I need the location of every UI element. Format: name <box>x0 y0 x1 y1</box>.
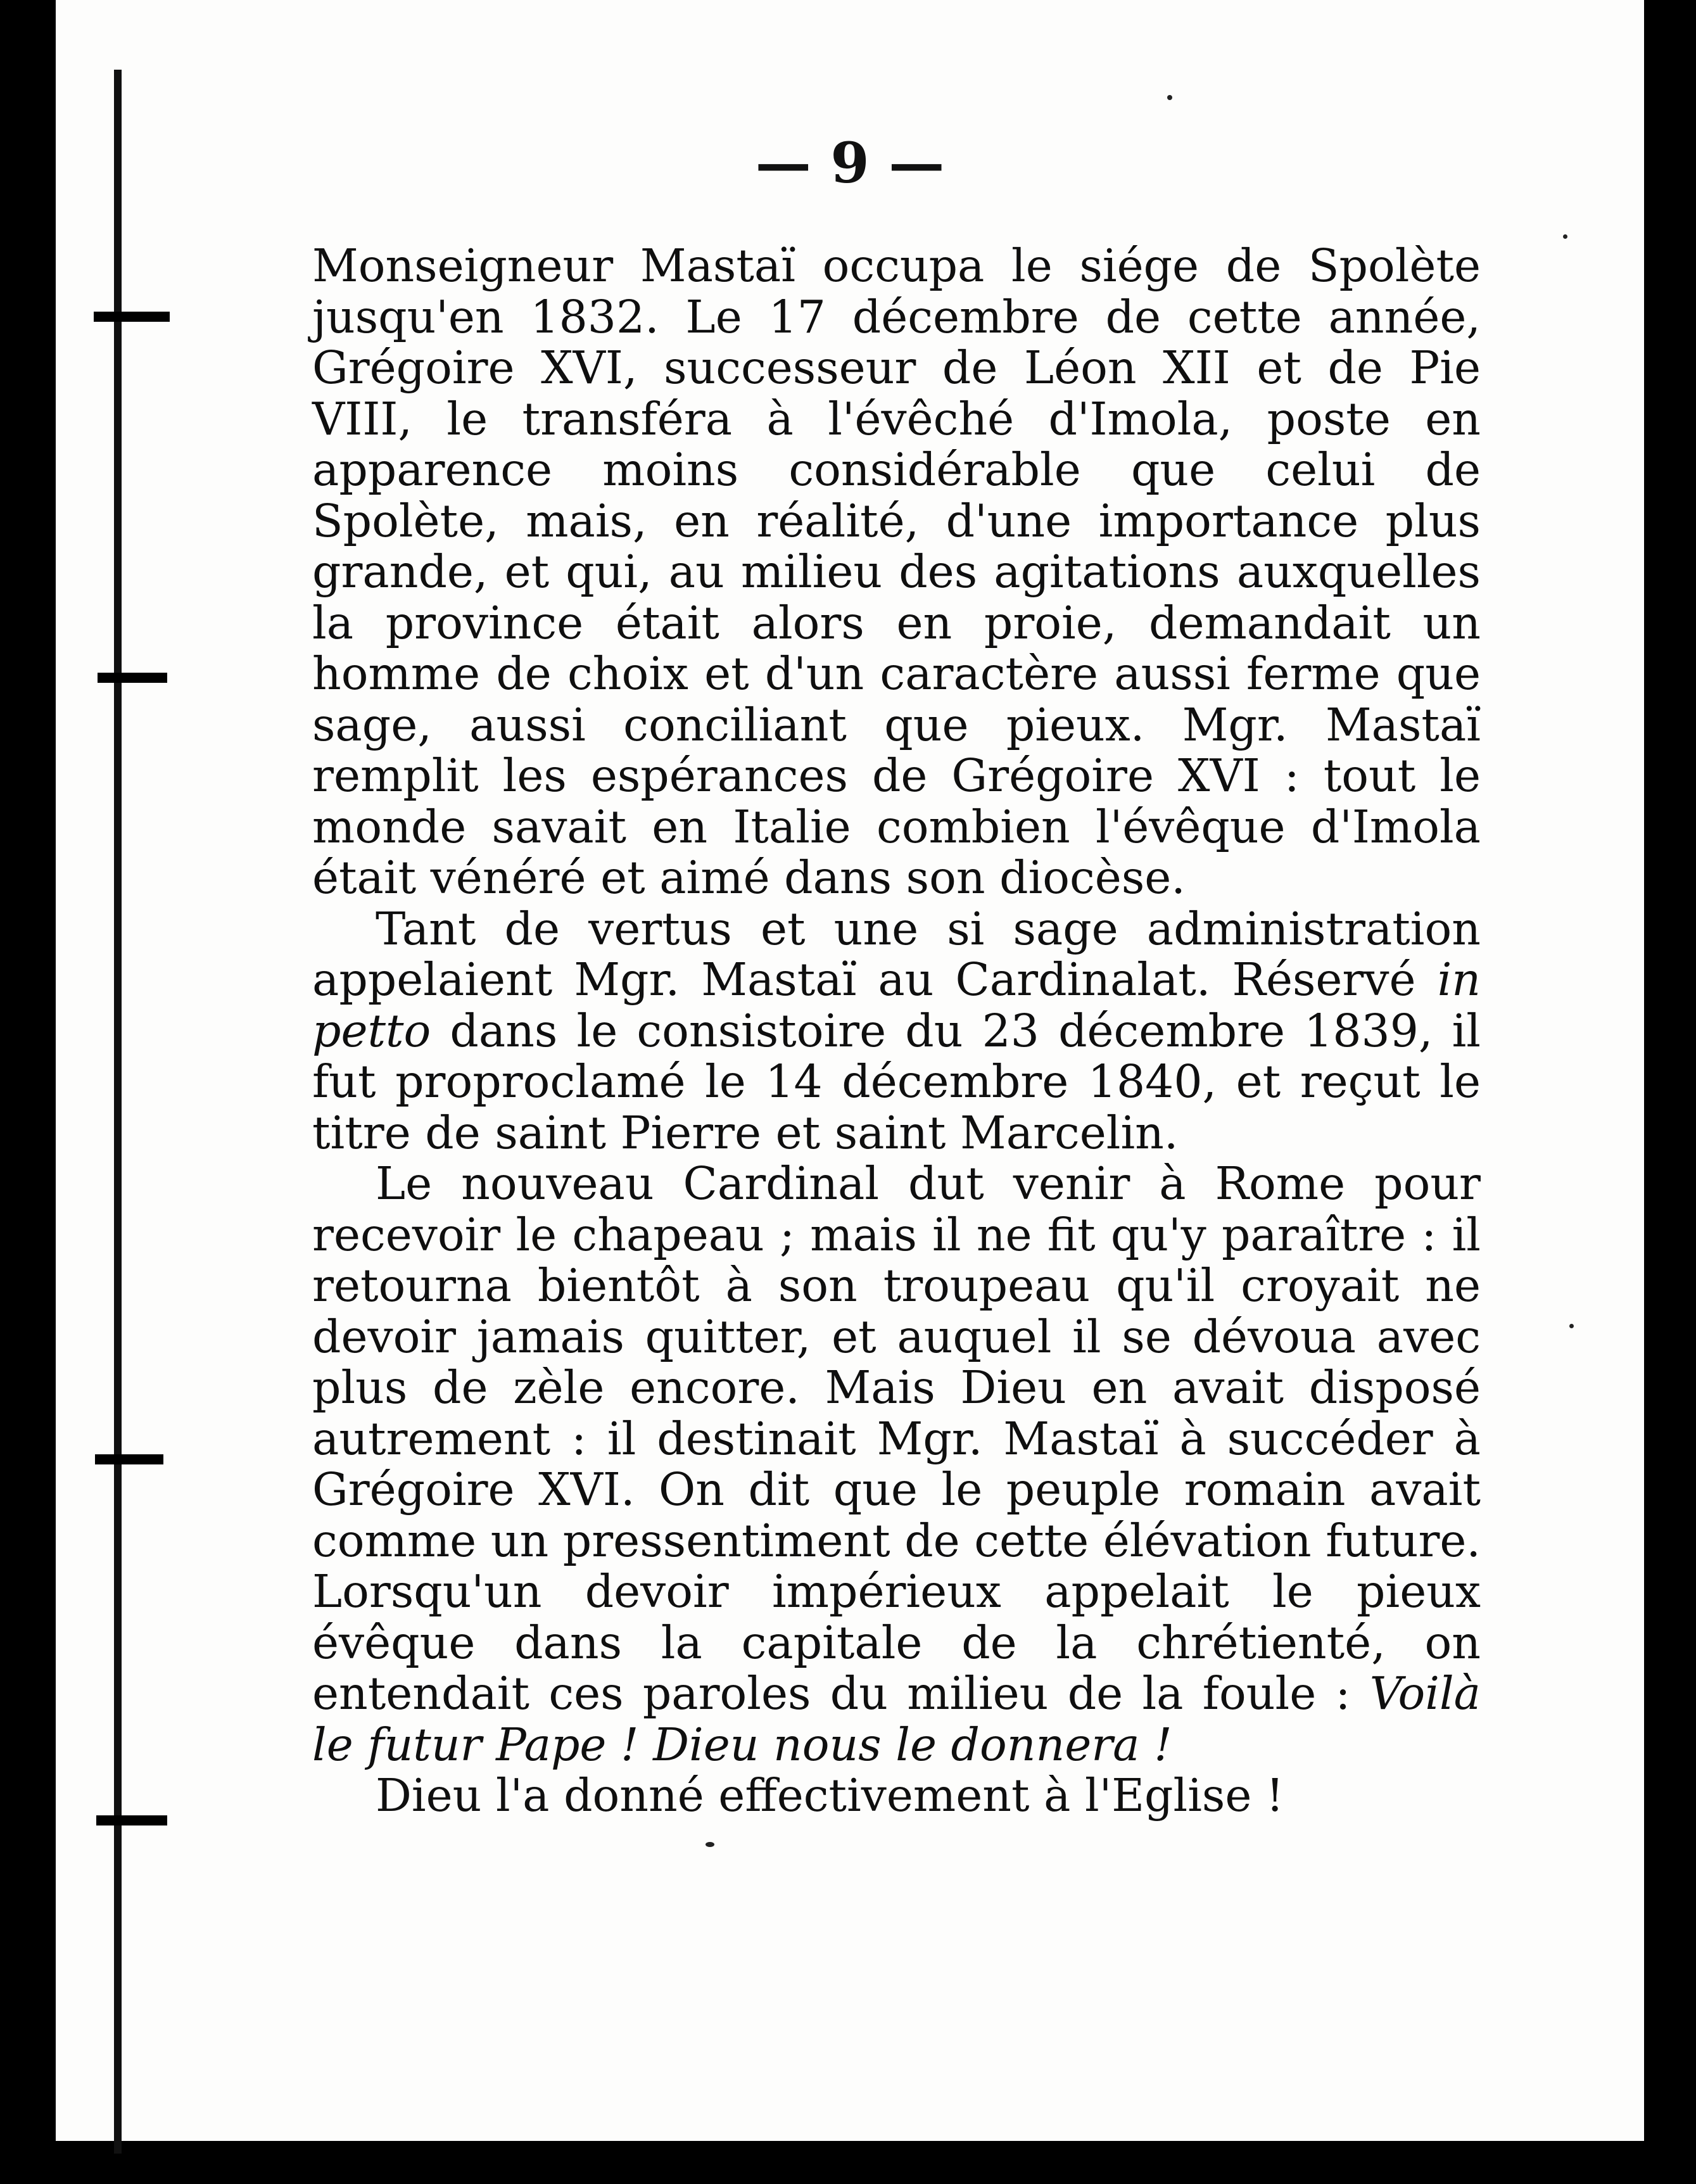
binding-thread-mark <box>94 312 170 322</box>
paragraph: Monseigneur Mastaï occupa le siége de Spolète jusqu'en 1832. Le 17 décembre de cette année, Grégoire XVI, successeur de Léon XII et de Pie VIII, le transféra à l'évêché d'Imola, poste en apparence moins considérable que celui de Spolète, mais, en réalité, d'une importance plus grande, et qui, au milieu des agitations auxquelles la province était alors en proie, demandait un homme de choix et d'un caractère aussi ferme que sage, aussi conciliant que pieux. Mgr. Mastaï remplit les espérances de Grégoire XVI : tout le monde savait en Italie combien l'évêque d'Imola était vénéré et aimé dans son diocèse. <box>312 239 1481 904</box>
paragraph: Dieu l'a donné effectivement à l'Eglise ! <box>376 1769 1284 1822</box>
print-speck <box>1569 1324 1574 1328</box>
print-speck <box>1167 95 1172 100</box>
binding-thread-mark <box>95 1454 163 1464</box>
paragraph-text: dans le consistoire du 23 décembre 1839, il fut proproclamé le 14 décembre 1840, et reçut le titre de saint Pierre et saint Marcelin. <box>312 1004 1481 1159</box>
paragraph <box>312 1159 1481 1770</box>
binding-thread-mark <box>96 1815 167 1825</box>
italic-phrase: Voilà le futur Pape ! Dieu nous le donnera ! <box>312 1667 1481 1771</box>
italic-phrase: in petto <box>312 953 1481 1057</box>
binding-edge <box>114 70 122 2154</box>
page-body <box>312 241 1481 1822</box>
paragraph <box>312 904 1481 1159</box>
paragraph-text: Tant de vertus et une si sage administration appelaient Mgr. Mastaï au Cardinalat. Réservé <box>312 902 1481 1006</box>
book-page <box>56 0 1644 2141</box>
print-speck <box>1563 234 1567 239</box>
page-number: — 9 — <box>755 130 945 196</box>
print-speck <box>706 1842 714 1847</box>
binding-thread-mark <box>98 673 167 683</box>
paragraph-text: Le nouveau Cardinal dut venir à Rome pour recevoir le chapeau ; mais il ne fit qu'y paraître : il retourna bientôt à son troupeau qu'il croyait ne devoir jamais quitter, et auquel il se dévoua avec plus de zèle encore. Mais Dieu en avait disposé autrement : il destinait Mgr. Mastaï à succéder à Grégoire XVI. On dit que le peuple romain avait comme un pressentiment de cette élévation future. Lorsqu'un devoir impérieux appelait le pieux évêque dans la capitale de la chrétienté, on entendait ces paroles du milieu de la foule : <box>312 1157 1481 1720</box>
